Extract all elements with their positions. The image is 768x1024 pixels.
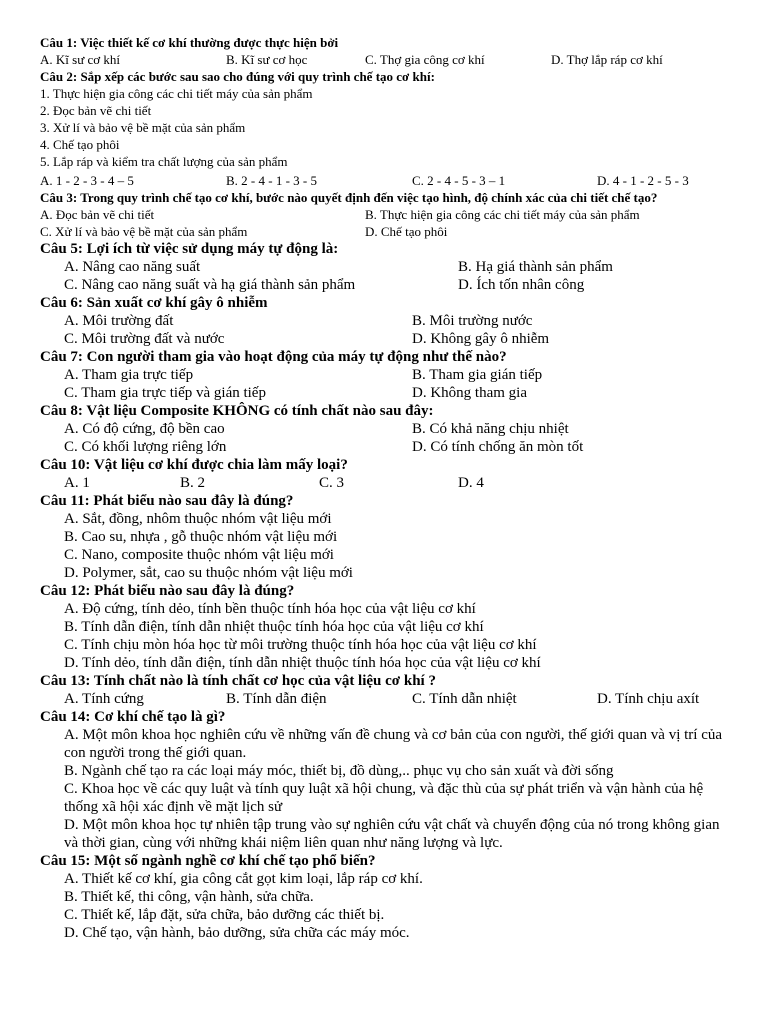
question-text: Câu 12: Phát biểu nào sau đây là đúng? (40, 583, 295, 599)
question-6 (40, 294, 730, 348)
question-10 (40, 456, 730, 492)
option-d: D. Không gây ô nhiễm (412, 331, 550, 347)
options-row (40, 258, 730, 276)
options-row (40, 690, 730, 708)
options-row (40, 474, 730, 492)
options-row (40, 312, 730, 330)
question-7 (40, 348, 730, 402)
option-b: B. Môi trường nước (412, 313, 533, 329)
options-row (40, 51, 730, 68)
exam-document (40, 34, 730, 942)
option-c: C. 3 (319, 475, 345, 491)
option-b: B. Tính dẫn điện, tính dẫn nhiệt thuộc tính hóa học của vật liệu cơ khí (64, 619, 484, 635)
question-text: Câu 15: Một số ngành nghề cơ khí chế tạo phổ biến? (40, 853, 376, 869)
question-11 (40, 492, 730, 582)
option-a: A. Độ cứng, tính dẻo, tính bền thuộc tính hóa học của vật liệu cơ khí (64, 601, 476, 617)
options-row (40, 330, 730, 348)
step-3: 3. Xử lí và bảo vệ bề mặt của sản phẩm (40, 120, 246, 135)
option-c: C. Thiết kế, lắp đặt, sửa chữa, bảo dưỡng các thiết bị. (64, 907, 385, 923)
question-1 (40, 34, 730, 68)
option-c: C. Nâng cao năng suất và hạ giá thành sản phẩm (64, 277, 356, 293)
option-a: A. Thiết kế cơ khí, gia công cắt gọt kim loại, lắp ráp cơ khí. (64, 871, 423, 887)
option-d: D. Ích tốn nhân công (458, 277, 585, 293)
option-a: A. Kĩ sư cơ khí (40, 52, 120, 67)
option-a: A. Tham gia trực tiếp (64, 367, 194, 383)
option-b: B. Thực hiện gia công các chi tiết máy của sản phẩm (365, 207, 640, 222)
option-c: C. Tham gia trực tiếp và gián tiếp (64, 385, 266, 401)
option-c: C. 2 - 4 - 5 - 3 – 1 (412, 173, 506, 188)
option-a: A. Có độ cứng, độ bền cao (64, 421, 225, 437)
option-b: B. Kĩ sư cơ học (226, 52, 308, 67)
options-row (40, 438, 730, 456)
option-a: A. Đọc bản vẽ chi tiết (40, 207, 155, 222)
question-text: Câu 10: Vật liệu cơ khí được chia làm mấy loại? (40, 457, 348, 473)
option-b: B. Hạ giá thành sản phẩm (458, 259, 613, 275)
option-c: C. Nano, composite thuộc nhóm vật liệu mới (64, 547, 334, 563)
question-12 (40, 582, 730, 672)
options-row (40, 172, 730, 189)
option-d: D. Không tham gia (412, 385, 527, 401)
options-row (40, 420, 730, 438)
option-d: D. Chế tạo phôi (365, 224, 448, 239)
option-c: C. Tính chịu mòn hóa học từ môi trường thuộc tính hóa học của vật liệu cơ khí (64, 637, 537, 653)
option-c: C. Có khối lượng riêng lớn (64, 439, 227, 455)
option-d: D. Polymer, sắt, cao su thuộc nhóm vật liệu mới (64, 565, 353, 581)
option-d: D. Tính dẻo, tính dẫn điện, tính dẫn nhiệt thuộc tính hóa học của vật liệu cơ khí (64, 655, 541, 671)
question-text: Câu 13: Tính chất nào là tính chất cơ học của vật liệu cơ khí ? (40, 673, 436, 689)
option-b: B. 2 - 4 - 1 - 3 - 5 (226, 173, 317, 188)
option-d: D. Có tính chống ăn mòn tốt (412, 439, 584, 455)
options-row (40, 276, 730, 294)
question-text: Câu 11: Phát biểu nào sau đây là đúng? (40, 493, 294, 509)
option-d: D. 4 - 1 - 2 - 5 - 3 (597, 173, 689, 188)
question-15 (40, 852, 730, 942)
option-b: B. Cao su, nhựa , gỗ thuộc nhóm vật liệu mới (64, 529, 338, 545)
options-row (40, 206, 730, 223)
option-a: A. Một môn khoa học nghiên cứu về những vấn đề chung và cơ bản của con người, thế giới quan và vị trí của con người trong thế giới quan. (64, 727, 723, 761)
option-d: D. Tính chịu axít (597, 691, 700, 707)
option-c: C. Xử lí và bảo vệ bề mặt của sản phẩm (40, 224, 248, 239)
option-c: C. Tính dẫn nhiệt (412, 691, 517, 707)
option-b: B. Tham gia gián tiếp (412, 367, 543, 383)
step-2: 2. Đọc bản vẽ chi tiết (40, 103, 152, 118)
options-row (40, 366, 730, 384)
option-c: C. Môi trường đất và nước (64, 331, 225, 347)
question-text: Câu 2: Sắp xếp các bước sau sao cho đúng với quy trình chế tạo cơ khí: (40, 69, 435, 84)
question-8 (40, 402, 730, 456)
question-text: Câu 3: Trong quy trình chế tạo cơ khí, bước nào quyết định đến việc tạo hình, độ chính xác của chi tiết chế tạo? (40, 190, 658, 205)
option-d: D. Chế tạo, vận hành, bảo dưỡng, sửa chữa các máy móc. (64, 925, 410, 941)
option-d: D. 4 (458, 475, 484, 491)
question-3 (40, 189, 730, 240)
options-row (40, 223, 730, 240)
option-b: B. Thiết kế, thi công, vận hành, sửa chữa. (64, 889, 314, 905)
option-b: B. Ngành chế tạo ra các loại máy móc, thiết bị, đồ dùng,.. phục vụ cho sản xuất và đời sống (64, 763, 614, 779)
option-d: D. Thợ lắp ráp cơ khí (551, 52, 663, 67)
question-13 (40, 672, 730, 708)
option-a: A. Môi trường đất (64, 313, 174, 329)
question-text: Câu 5: Lợi ích từ việc sử dụng máy tự động là: (40, 241, 339, 257)
option-c: C. Thợ gia công cơ khí (365, 52, 485, 67)
question-2 (40, 68, 730, 189)
step-5: 5. Lắp ráp và kiểm tra chất lượng của sản phẩm (40, 154, 288, 169)
option-b: B. Có khả năng chịu nhiệt (412, 421, 569, 437)
option-c: C. Khoa học về các quy luật và tính quy luật xã hội chung, và đặc thù của sự phát triển và vận hành của hệ thống xã hội xác định về mặt lịch sử (64, 781, 704, 815)
option-a: A. Sắt, đồng, nhôm thuộc nhóm vật liệu mới (64, 511, 332, 527)
option-a: A. 1 (64, 475, 90, 491)
option-a: A. Nâng cao năng suất (64, 259, 201, 275)
question-14 (40, 708, 730, 852)
question-text: Câu 7: Con người tham gia vào hoạt động của máy tự động như thế nào? (40, 349, 507, 365)
options-row (40, 384, 730, 402)
option-b: B. 2 (180, 475, 206, 491)
option-a: A. Tính cứng (64, 691, 144, 707)
step-1: 1. Thực hiện gia công các chi tiết máy của sản phẩm (40, 86, 313, 101)
option-d: D. Một môn khoa học tự nhiên tập trung vào sự nghiên cứu vật chất và chuyển động của nó trong không gian và thời gian, cùng với những khái niệm liên quan như năng lượng và lực. (64, 817, 720, 851)
question-text: Câu 6: Sản xuất cơ khí gây ô nhiễm (40, 295, 268, 311)
step-4: 4. Chế tạo phôi (40, 137, 120, 152)
question-text: Câu 14: Cơ khí chế tạo là gì? (40, 709, 226, 725)
question-text: Câu 1: Việc thiết kế cơ khí thường được thực hiện bởi (40, 35, 339, 50)
question-5 (40, 240, 730, 294)
option-a: A. 1 - 2 - 3 - 4 – 5 (40, 173, 134, 188)
option-b: B. Tính dẫn điện (226, 691, 327, 707)
question-text: Câu 8: Vật liệu Composite KHÔNG có tính chất nào sau đây: (40, 403, 434, 419)
